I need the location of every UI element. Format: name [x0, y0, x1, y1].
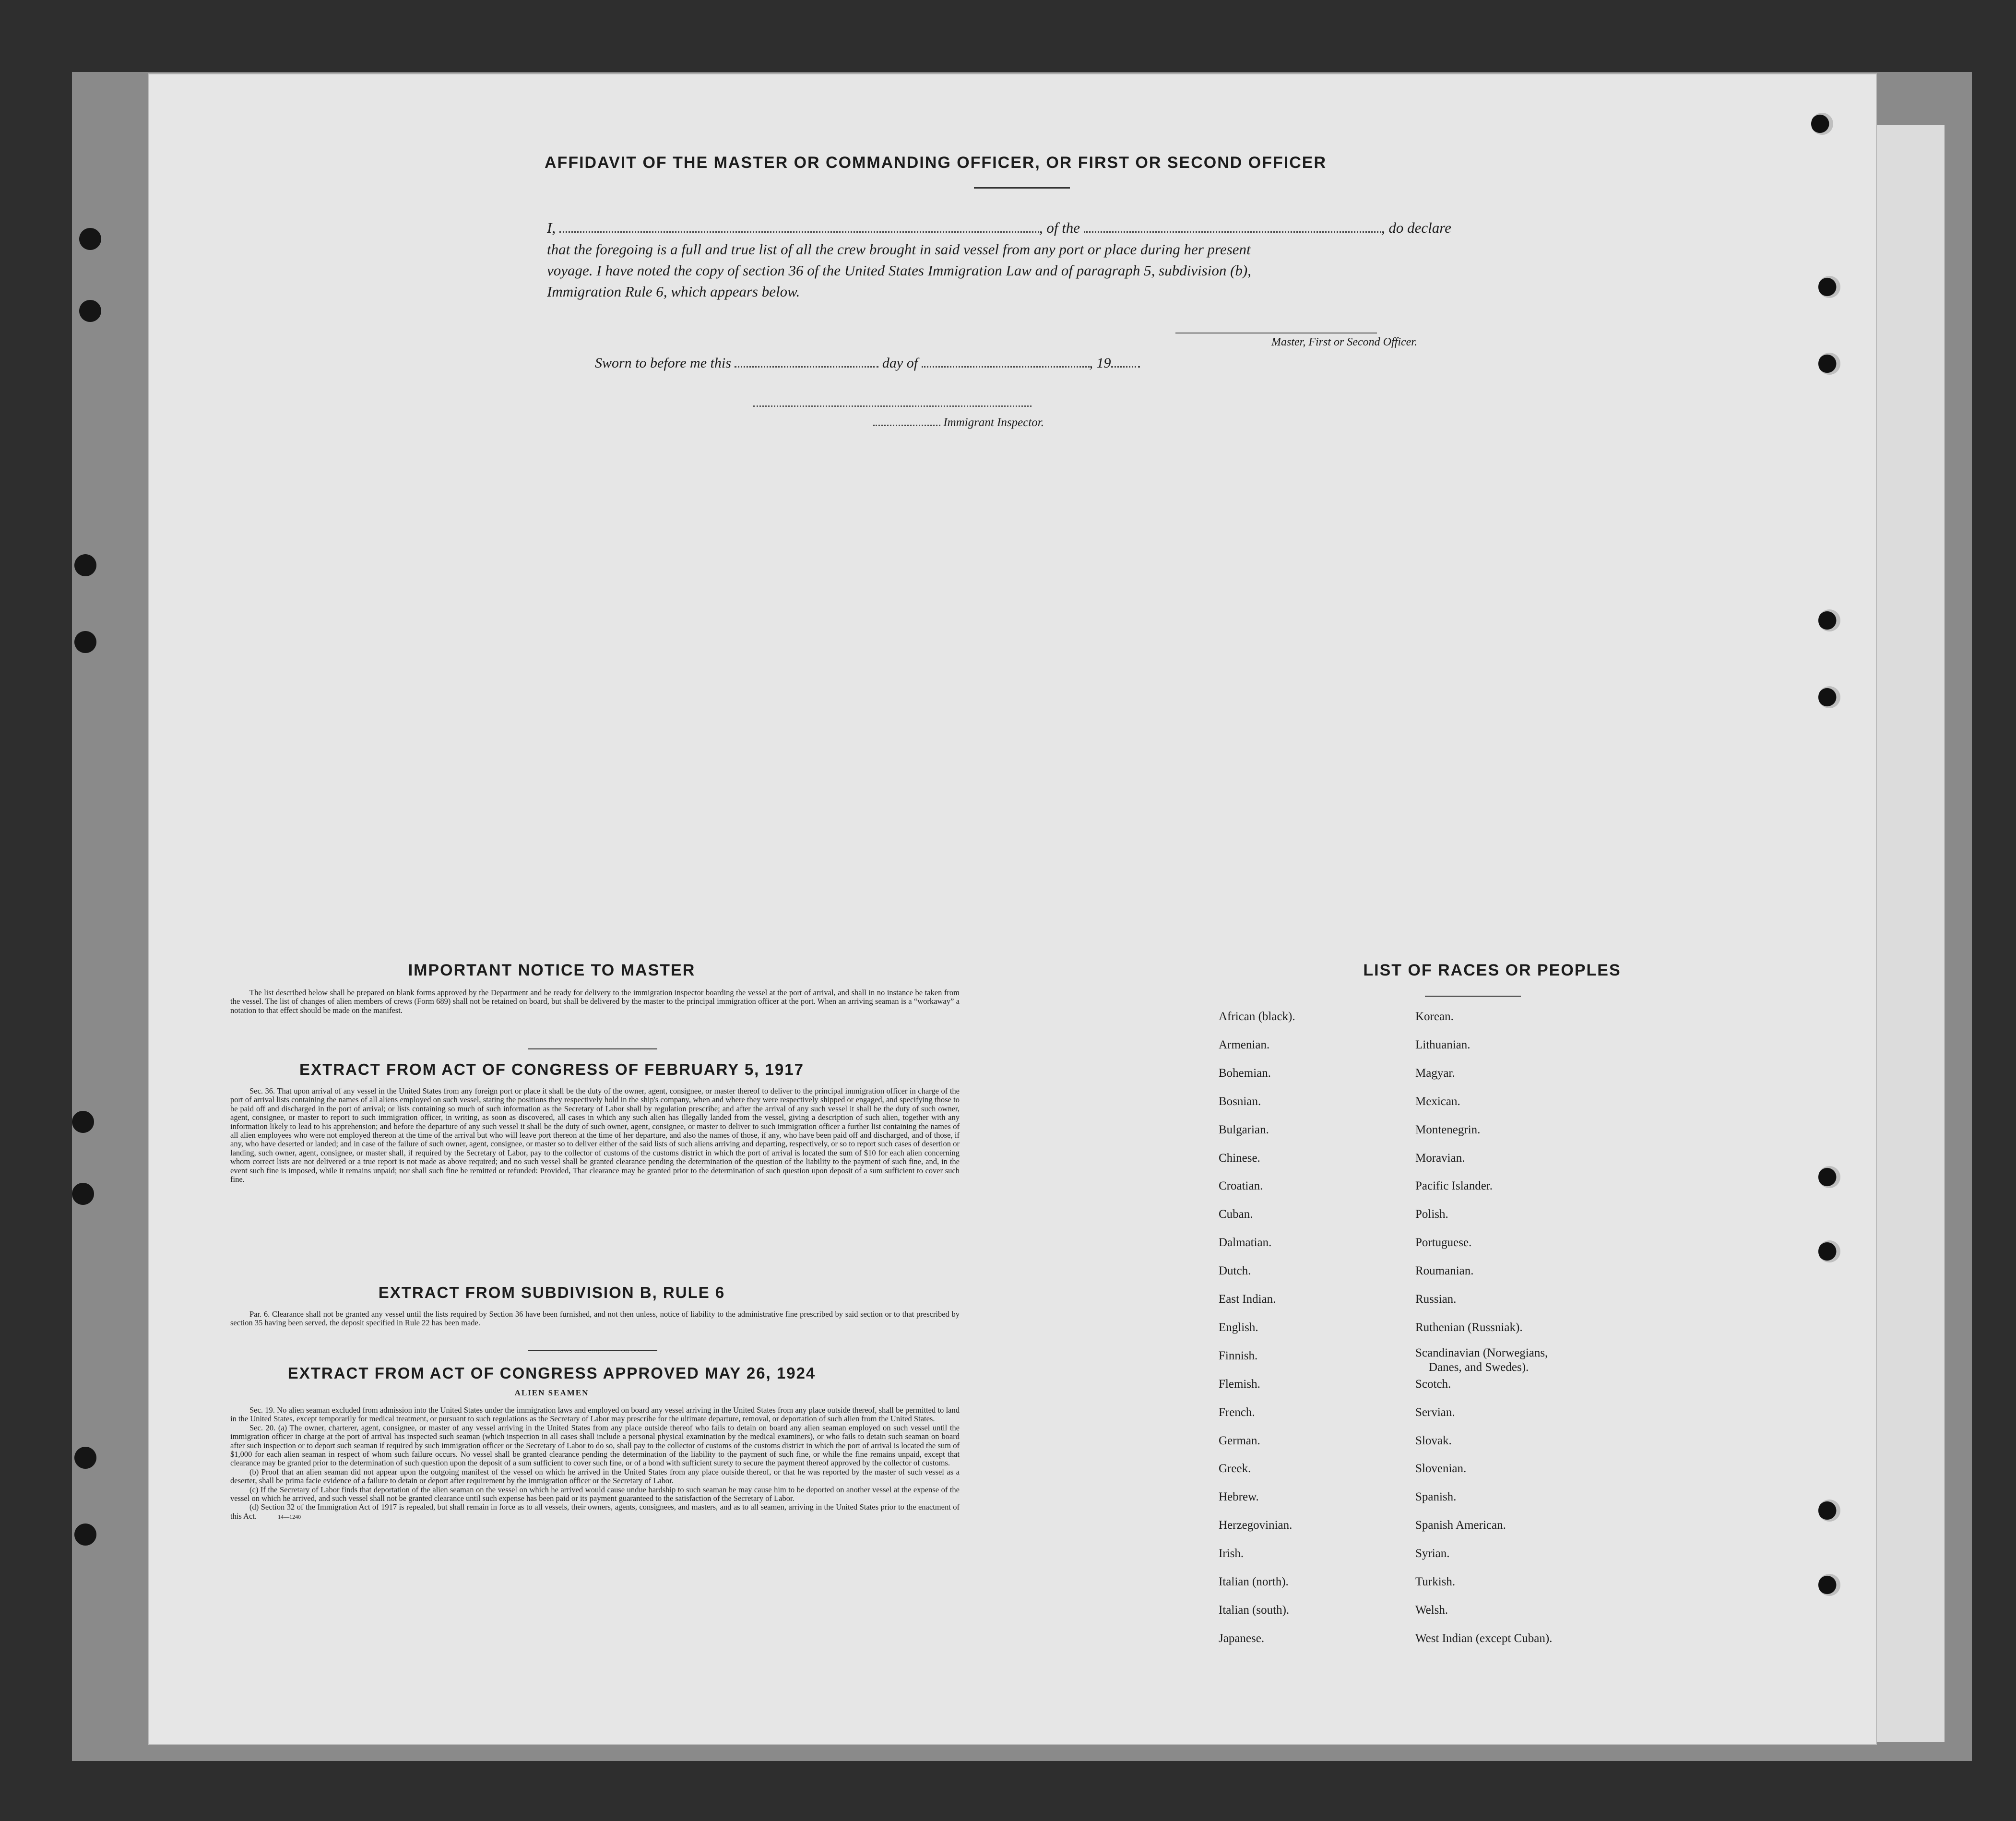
- race-item: Slovak.: [1415, 1434, 1452, 1447]
- race-item: Irish.: [1219, 1547, 1244, 1560]
- race-item: African (black).: [1219, 1010, 1295, 1023]
- extract-rule6-body: [230, 1310, 960, 1328]
- extract-1924-paragraph: Sec. 20. (a) The owner, charterer, agent, consignee, or master of any vessel arriving in the United States from any place outside thereof who fails to detain on board any alien seaman employed on such vessel until the immigration officer in charge at the port of arrival has inspected such seaman (which inspection in all cases shall include a personal physical examination by the medical examiners), or who fails to detain such seaman on board after such inspection or to deport such seaman if required by such immigration officer or the Secretary of Labor to do so, shall pay to the collector of customs of the customs district in which the port of arrival is located the sum of $1,000 for each alien seaman in respect of whom such failure occurs. No vessel shall be granted clearance pending the determination of the liability to the payment of such fine, or while the fine remains unpaid, except that clearance may be granted prior to the determination of such question upon the deposit of a sum sufficient to cover such fine, or of a bond with sufficient surety to secure the payment thereof approved by the collector of customs.: [230, 1423, 960, 1468]
- inspector-blank: [873, 424, 940, 426]
- year-blank: [1111, 365, 1140, 368]
- race-item: Chinese.: [1219, 1151, 1260, 1165]
- sworn-text: Sworn to before me this: [595, 355, 731, 371]
- race-item: Lithuanian.: [1415, 1038, 1470, 1051]
- punch-hole: [1818, 1500, 1840, 1522]
- extract-1924-title: EXTRACT FROM ACT OF CONGRESS APPROVED MAY 26, 1924: [287, 1364, 816, 1382]
- punch-hole: [72, 1111, 94, 1133]
- affidavit-line-2: that the foregoing is a full and true list of all the crew brought in said vessel from any port or place during her present: [547, 241, 1251, 258]
- races-left-column: [1219, 1010, 1411, 1645]
- race-item: Greek.: [1219, 1462, 1251, 1476]
- race-item: Roumanian.: [1415, 1264, 1474, 1278]
- race-item: Bulgarian.: [1219, 1123, 1269, 1136]
- form-number: 14—1240: [278, 1513, 301, 1520]
- affidavit-line-1: [547, 217, 1451, 238]
- race-item: Herzegovinian.: [1219, 1519, 1293, 1532]
- notice-title: IMPORTANT NOTICE TO MASTER: [408, 961, 696, 979]
- vessel-blank: [1084, 230, 1381, 233]
- race-item: Portuguese.: [1415, 1236, 1472, 1250]
- punch-hole: [1818, 1166, 1840, 1188]
- race-item-continuation: Danes, and Swedes).: [1429, 1360, 1529, 1374]
- race-item: Korean.: [1415, 1010, 1454, 1023]
- extract-1917-paragraph: Sec. 36. That upon arrival of any vessel in the United States from any foreign port or place it shall be the duty of the owner, agent, consignee, or master thereof to deliver to the principal immigration officer in charge of the port of arrival lists containing the names of all aliens employed on such vessel, stating the positions they respectively hold in the ship's company, when and where they were respectively shipped or engaged, and specifying those to be paid off and discharged in the port of arrival; or lists containing so much of such information as the Secretary of Labor shall by regulation prescribe; and after the arrival of any such vessel it shall be the duty of such owner, agent, consignee, or master to report to such immigration officer, in writing, as soon as discovered, all cases in which any such alien has illegally landed from the vessel, giving a description of such alien, together with any information likely to lead to his apprehension; and before the departure of any such vessel it shall be the duty of such owner, agent, consignee, or master to deliver to such immigration officer a further list containing the names of all alien employees who were not employed thereon at the time of the arrival but who will leave port thereon at the time of her departure, and also the names of those, if any, who have been paid off and discharged, and of those, if any, who have deserted or landed; and in case of the failure of such owner, agent, consignee, or master so to deliver either of the said lists of such aliens arriving and departing, respectively, or so to report such cases of desertion or landing, such owner, agent, consignee, or master shall, if required by the Secretary of Labor, pay to the collector of customs of the customs district in which the port of arrival is located the sum of $10 for each alien concerning whom correct lists are not delivered or a true report is not made as above required; and no such vessel shall be granted clearance pending the determination of the question of the liability to the payment of such fine, and, in the event such fine is imposed, while it remains unpaid; nor shall such fine be remitted or refunded: Provided, That clearance may be granted prior to the determination of such question upon deposit of a sum sufficient to cover such fine.: [230, 1086, 960, 1184]
- notice-paragraph: The list described below shall be prepared on blank forms approved by the Department and be ready for delivery to the immigration inspector boarding the vessel at the port of arrival, and shall in no instance be taken from the vessel. The list of changes of alien members of crews (Form 689) shall not be retained on board, but shall be delivered by the master to the principal immigration officer at the port. When an arriving seaman is a “workaway” a notation to that effect should be made on the manifest.: [230, 988, 960, 1015]
- races-title: LIST OF RACES OR PEOPLES: [1363, 961, 1621, 979]
- punch-hole: [1818, 1240, 1840, 1262]
- race-item: French.: [1219, 1405, 1255, 1419]
- race-item: East Indian.: [1219, 1293, 1276, 1306]
- affidavit-title: AFFIDAVIT OF THE MASTER OR COMMANDING OFFICER, OR FIRST OR SECOND OFFICER: [545, 154, 1327, 172]
- punch-hole: [1818, 1574, 1840, 1596]
- race-item: Italian (south).: [1219, 1603, 1290, 1617]
- race-item: Spanish.: [1415, 1490, 1457, 1504]
- inspector-line: [873, 416, 1044, 429]
- divider: [1425, 996, 1521, 997]
- extract-1917-title: EXTRACT FROM ACT OF CONGRESS OF FEBRUARY 5, 1917: [299, 1060, 804, 1078]
- race-item: Finnish.: [1219, 1349, 1258, 1362]
- punch-hole: [79, 300, 101, 322]
- race-item: Croatian.: [1219, 1179, 1263, 1193]
- punch-hole: [74, 554, 96, 576]
- sworn-line: [595, 353, 1140, 374]
- race-item: Mexican.: [1415, 1095, 1460, 1108]
- punch-hole: [74, 1523, 96, 1546]
- race-item: Scotch.: [1415, 1377, 1451, 1391]
- signature-label: Master, First or Second Officer.: [1271, 336, 1417, 348]
- race-item: Welsh.: [1415, 1603, 1448, 1617]
- race-item: Japanese.: [1219, 1631, 1265, 1645]
- day-blank: [735, 365, 878, 368]
- race-item: Syrian.: [1415, 1547, 1450, 1560]
- race-item: Moravian.: [1415, 1151, 1465, 1165]
- race-item: Flemish.: [1219, 1377, 1260, 1391]
- punch-hole: [74, 1447, 96, 1469]
- extract-1924-paragraph: Sec. 19. No alien seaman excluded from admission into the United States under the immigration laws and employed on board any vessel arriving in the United States from any place outside thereof, shall be permitted to land in the United States, except temporarily for medical treatment, or pursuant to such regulations as the Secretary of Labor may prescribe for the ultimate departure, removal, or deportation of such alien from the United States.: [230, 1405, 960, 1424]
- extract-1924-paragraph: (b) Proof that an alien seaman did not appear upon the outgoing manifest of the vessel on which he arrived in the United States from any place outside thereof, or that he was reported by the master of such vessel as a deserter, shall be prima facie evidence of a failure to detain or deport after requirement by the immigration officer or the Secretary of Labor.: [230, 1467, 960, 1486]
- inspector-label: Immigrant Inspector.: [943, 416, 1044, 429]
- race-item: West Indian (except Cuban).: [1415, 1631, 1553, 1645]
- race-item: Servian.: [1415, 1405, 1455, 1419]
- month-blank: [922, 365, 1090, 368]
- punch-hole: [1818, 276, 1840, 298]
- race-item: English.: [1219, 1321, 1258, 1334]
- notice-body: [230, 988, 960, 1015]
- affidavit-line-4: Immigration Rule 6, which appears below.: [547, 283, 800, 300]
- sworn-text: day of: [882, 355, 918, 371]
- affidavit-text: , do declare: [1381, 219, 1451, 236]
- punch-hole: [79, 228, 101, 250]
- race-item: Slovenian.: [1415, 1462, 1467, 1476]
- race-item: Cuban.: [1219, 1208, 1253, 1221]
- extract-rule6-title: EXTRACT FROM SUBDIVISION B, RULE 6: [378, 1284, 725, 1301]
- race-item: Russian.: [1415, 1293, 1457, 1306]
- affidavit-text: I,: [547, 219, 556, 236]
- race-item: Polish.: [1415, 1208, 1448, 1221]
- punch-hole: [72, 1183, 94, 1205]
- race-item: Hebrew.: [1219, 1490, 1259, 1504]
- race-item: Dutch.: [1219, 1264, 1251, 1278]
- race-item: Pacific Islander.: [1415, 1179, 1493, 1193]
- race-item: Dalmatian.: [1219, 1236, 1272, 1250]
- race-item: Scandinavian (Norwegians,: [1415, 1346, 1548, 1359]
- punch-hole: [1818, 686, 1840, 708]
- affidavit-line-3: voyage. I have noted the copy of section 36 of the United States Immigration Law and of paragraph 5, subdivision (b),: [547, 262, 1251, 279]
- extract-rule6-paragraph: Par. 6. Clearance shall not be granted any vessel until the lists required by Section 36 have been furnished, and not then unless, notice of liability to the administrative fine prescribed by said section or to that prescribed by section 35 having been served, the deposit specified in Rule 22 has been made.: [230, 1309, 960, 1328]
- race-item: Magyar.: [1415, 1066, 1455, 1080]
- race-item: Turkish.: [1415, 1575, 1456, 1588]
- extract-1924-paragraph: (c) If the Secretary of Labor finds that deportation of the alien seaman on the vessel on which he arrived would cause undue hardship to such seaman he may cause him to be deported on another vessel at the expense of the vessel on which he arrived, and such vessel shall not be granted clearance until such expense has been paid or its payment guaranteed to the satisfaction of the Secretary of Labor.: [230, 1485, 960, 1503]
- sworn-text: , 19: [1089, 355, 1111, 371]
- divider: [528, 1350, 657, 1351]
- race-item: Bohemian.: [1219, 1066, 1271, 1080]
- affidavit-text: , of the: [1039, 219, 1080, 236]
- alien-seamen-subtitle: ALIEN SEAMEN: [514, 1388, 589, 1397]
- race-item: Montenegrin.: [1415, 1123, 1481, 1136]
- race-item: Ruthenian (Russniak).: [1415, 1321, 1523, 1334]
- name-blank: [559, 230, 1039, 233]
- race-item: Bosnian.: [1219, 1095, 1261, 1108]
- extract-1917-body: [230, 1087, 960, 1184]
- divider: [528, 1048, 657, 1049]
- extract-1924-body: [230, 1406, 960, 1521]
- punch-hole: [74, 631, 96, 653]
- race-item: Italian (north).: [1219, 1575, 1289, 1588]
- punch-hole: [1818, 609, 1840, 631]
- extract-1924-paragraph: [230, 1503, 960, 1521]
- divider: [974, 187, 1070, 189]
- race-item: German.: [1219, 1434, 1260, 1447]
- document-page: [149, 74, 1876, 1744]
- punch-hole: [1818, 353, 1840, 375]
- punch-hole: [1811, 113, 1833, 135]
- races-right-column: [1415, 1010, 1703, 1645]
- race-item: Armenian.: [1219, 1038, 1270, 1051]
- inspector-signature-line: [753, 405, 1032, 407]
- race-item: Spanish American.: [1415, 1519, 1506, 1532]
- extract-1924-last-text: (d) Section 32 of the Immigration Act of 1917 is repealed, but shall remain in force as to all vessels, their owners, agents, consignees, and masters, and as to all seamen, arriving in the United States prior to the enactment of this Act.: [230, 1502, 960, 1521]
